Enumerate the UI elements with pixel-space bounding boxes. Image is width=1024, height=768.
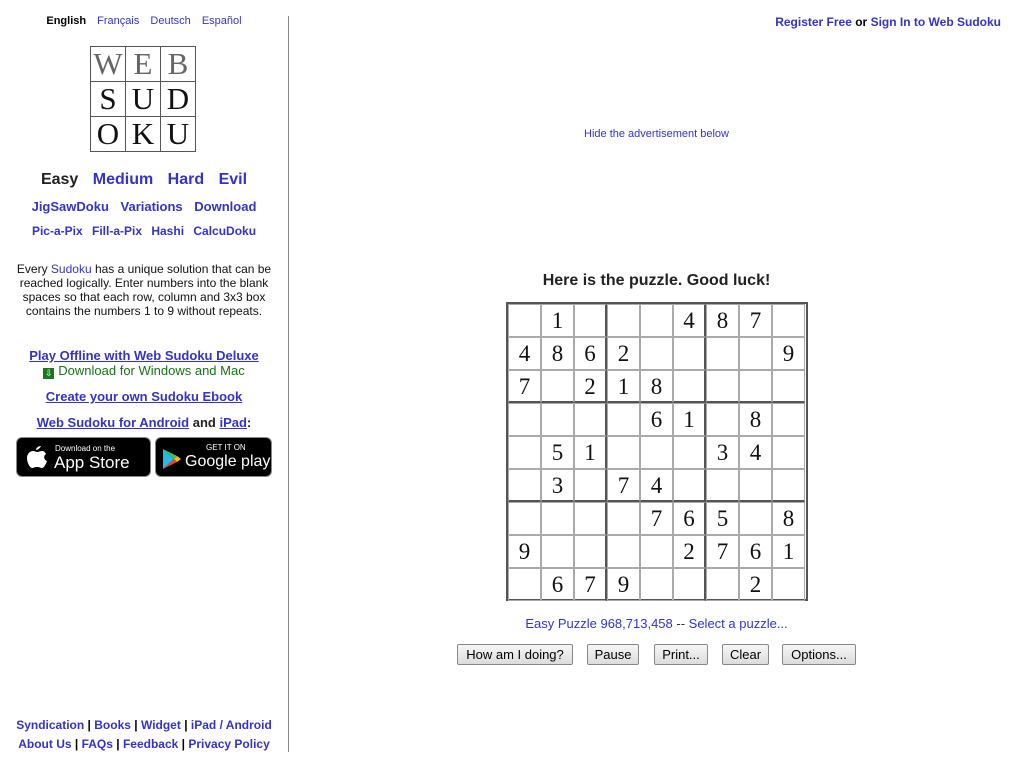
sudoku-cell[interactable] [541,535,574,568]
sudoku-cell[interactable]: 2 [739,568,772,601]
sudoku-description [16,262,272,318]
sudoku-cell[interactable] [508,436,541,469]
sudoku-cell[interactable] [640,337,673,370]
gplay-big-text: Google play [185,453,271,470]
how-am-i-doing-button[interactable]: How am I doing? [457,644,573,665]
auth-links [775,15,1001,29]
sudoku-cell[interactable]: 4 [673,304,706,337]
sudoku-cell[interactable]: 1 [772,535,805,568]
sudoku-cell[interactable] [772,304,805,337]
sudoku-cell[interactable] [508,304,541,337]
footer-about[interactable]: About Us [18,737,72,751]
sudoku-cell[interactable] [574,403,607,436]
pause-button[interactable]: Pause [587,644,639,665]
sudoku-cell[interactable] [706,370,739,403]
nav-fill-a-pix[interactable]: Fill-a-Pix [91,224,142,238]
nav-pic-a-pix[interactable]: Pic-a-Pix [31,224,83,238]
ipad-link[interactable]: iPad [219,415,247,430]
sudoku-cell[interactable]: 7 [508,370,541,403]
sudoku-cell[interactable]: 8 [541,337,574,370]
sudoku-cell[interactable]: 7 [574,568,607,601]
sudoku-cell[interactable]: 8 [772,502,805,535]
ebook-section [0,389,288,404]
footer-ipad-android[interactable]: iPad / Android [190,718,272,732]
sudoku-grid [506,302,808,601]
sudoku-cell[interactable] [706,337,739,370]
sudoku-cell[interactable] [640,535,673,568]
sudoku-link[interactable]: Sudoku [50,262,92,276]
footer-feedback[interactable]: Feedback [122,737,179,751]
sudoku-cell[interactable]: 1 [574,436,607,469]
sudoku-cell[interactable]: 7 [739,304,772,337]
sudoku-cell[interactable]: 7 [607,469,640,502]
lang-francais[interactable]: Français [97,15,140,27]
offline-section [0,348,288,363]
app-store-badge[interactable] [16,437,151,477]
sudoku-cell[interactable] [673,337,706,370]
sudoku-cell[interactable] [772,568,805,601]
sudoku-cell[interactable] [640,568,673,601]
options-button[interactable]: Options... [782,644,856,665]
logo-letter: O [91,117,126,152]
nav-calcudoku[interactable]: CalcuDoku [193,224,257,238]
play-offline-link[interactable]: Play Offline with Web Sudoku Deluxe [29,348,259,363]
ebook-link[interactable]: Create your own Sudoku Ebook [45,389,243,404]
footer-books[interactable]: Books [94,718,131,732]
download-line[interactable] [0,363,288,379]
sudoku-cell[interactable] [706,469,739,502]
logo-letter: B [161,47,196,82]
download-icon: ⇩ [45,368,53,378]
print-button[interactable]: Print... [654,644,708,665]
puzzle-info [289,616,1024,631]
level-medium[interactable]: Medium [92,171,154,188]
sudoku-cell[interactable]: 6 [673,502,706,535]
sudoku-cell[interactable] [706,403,739,436]
google-play-badge[interactable] [155,437,272,477]
sudoku-cell[interactable]: 8 [640,370,673,403]
logo-letter: U [161,117,196,152]
footer-syndication[interactable]: Syndication [16,718,85,732]
sudoku-cell[interactable] [541,403,574,436]
clear-button[interactable]: Clear [722,644,769,665]
nav-hashi[interactable]: Hashi [151,224,185,238]
sudoku-cell[interactable] [772,469,805,502]
sudoku-cell[interactable]: 4 [508,337,541,370]
sudoku-cell[interactable]: 5 [706,502,739,535]
sudoku-cell[interactable] [673,469,706,502]
sudoku-cell[interactable]: 2 [673,535,706,568]
colon-text: : [246,415,252,430]
sudoku-cell[interactable] [706,568,739,601]
sudoku-cell[interactable] [640,436,673,469]
sign-in-link[interactable]: Sign In to Web Sudoku [870,15,1001,29]
mobile-apps-line [0,415,288,430]
sudoku-cell[interactable]: 2 [574,370,607,403]
language-selector [0,15,288,27]
register-link[interactable]: Register Free [775,15,852,29]
sudoku-cell[interactable] [607,304,640,337]
puzzle-number-link[interactable]: Easy Puzzle 968,713,458 [525,616,673,631]
google-play-icon [162,448,182,470]
sudoku-cell[interactable] [673,568,706,601]
sudoku-cell[interactable] [739,370,772,403]
puzzle-info-sep: -- [672,616,689,631]
sudoku-cell[interactable]: 6 [640,403,673,436]
nav-variations[interactable]: Variations [120,199,183,214]
nav-download[interactable]: Download [194,199,257,214]
logo-letter: K [126,117,161,152]
sudoku-cell[interactable]: 4 [739,436,772,469]
desc-after: has a unique solution that can be reached logically. Enter numbers into the blank spaces so that each row, column and 3x3 box contains the numbers 1 to 9 without repeats. [19,262,272,318]
nav-jigsawdoku[interactable]: JigSawDoku [31,199,109,214]
gplay-small-text: GET IT ON [206,443,246,452]
sudoku-cell[interactable] [508,502,541,535]
sudoku-cell[interactable] [574,502,607,535]
logo-letter: E [126,47,161,82]
desc-before: Every [16,262,51,276]
sudoku-cell[interactable] [739,469,772,502]
footer-faqs[interactable]: FAQs [81,737,113,751]
download-label[interactable]: Download for Windows and Mac [58,363,245,378]
logo-letter: S [91,82,126,117]
sudoku-cell[interactable]: 5 [541,436,574,469]
hide-ad-wrapper [289,128,1024,140]
sudoku-cell[interactable]: 8 [739,403,772,436]
web-sudoku-logo[interactable] [90,46,196,152]
sudoku-cell[interactable]: 3 [541,469,574,502]
select-puzzle-link[interactable]: Select a puzzle... [688,616,788,631]
sudoku-cell[interactable]: 4 [640,469,673,502]
android-link[interactable]: Web Sudoku for Android [36,415,190,430]
sudoku-cell[interactable] [607,535,640,568]
sudoku-cell[interactable]: 7 [706,535,739,568]
hide-ad-link[interactable]: Hide the advertisement below [584,128,729,140]
logo-letter: D [161,82,196,117]
logo-letter: U [126,82,161,117]
sudoku-cell[interactable]: 6 [541,568,574,601]
sudoku-cell[interactable] [607,403,640,436]
sudoku-cell[interactable]: 8 [706,304,739,337]
sudoku-cell[interactable]: 6 [574,337,607,370]
footer-links-row1: Syndication | Books | Widget | iPad / Android [16,718,272,732]
difficulty-levels [0,171,288,189]
sudoku-cell[interactable] [673,370,706,403]
level-evil[interactable]: Evil [218,171,248,188]
sidebar-divider [288,16,289,752]
sudoku-cell[interactable] [541,370,574,403]
or-text: or [851,15,871,29]
sudoku-cell[interactable] [574,469,607,502]
level-hard[interactable]: Hard [167,171,205,188]
and-text: and [189,415,220,430]
sudoku-cell[interactable] [640,304,673,337]
footer-widget[interactable]: Widget [140,718,181,732]
sudoku-cell[interactable] [508,403,541,436]
lang-deutsch[interactable]: Deutsch [150,15,191,27]
level-easy[interactable]: Easy [40,171,79,188]
sudoku-cell[interactable] [739,337,772,370]
sudoku-cell[interactable]: 7 [640,502,673,535]
sudoku-cell[interactable] [508,469,541,502]
appstore-big-text: App Store [54,453,130,472]
nav-row-variants [0,199,288,214]
sudoku-cell[interactable] [607,502,640,535]
lang-english[interactable]: English [46,15,87,27]
sudoku-cell[interactable] [772,370,805,403]
sudoku-cell[interactable] [541,502,574,535]
sudoku-cell[interactable] [739,502,772,535]
footer-links-row2: About Us | FAQs | Feedback | Privacy Policy [18,737,270,751]
logo-letter: W [91,47,126,82]
apple-icon [27,446,47,470]
sudoku-cell[interactable]: 1 [541,304,574,337]
sudoku-cell[interactable] [673,436,706,469]
appstore-small-text: Download on the [55,444,116,453]
sudoku-cell[interactable] [772,403,805,436]
sudoku-cell[interactable] [574,304,607,337]
sudoku-cell[interactable]: 9 [772,337,805,370]
sudoku-cell[interactable]: 3 [706,436,739,469]
nav-row-puzzles [0,224,288,238]
puzzle-title: Here is the puzzle. Good luck! [542,272,771,289]
lang-espanol[interactable]: Español [201,15,242,27]
sudoku-cell[interactable] [574,535,607,568]
sudoku-cell[interactable]: 1 [607,370,640,403]
sudoku-cell[interactable] [772,436,805,469]
sudoku-cell[interactable]: 1 [673,403,706,436]
footer-privacy[interactable]: Privacy Policy [188,737,270,751]
sudoku-cell[interactable]: 6 [739,535,772,568]
sudoku-cell[interactable] [607,436,640,469]
sudoku-cell[interactable]: 2 [607,337,640,370]
sudoku-cell[interactable]: 9 [508,535,541,568]
sudoku-cell[interactable]: 9 [607,568,640,601]
sudoku-cell[interactable] [508,568,541,601]
